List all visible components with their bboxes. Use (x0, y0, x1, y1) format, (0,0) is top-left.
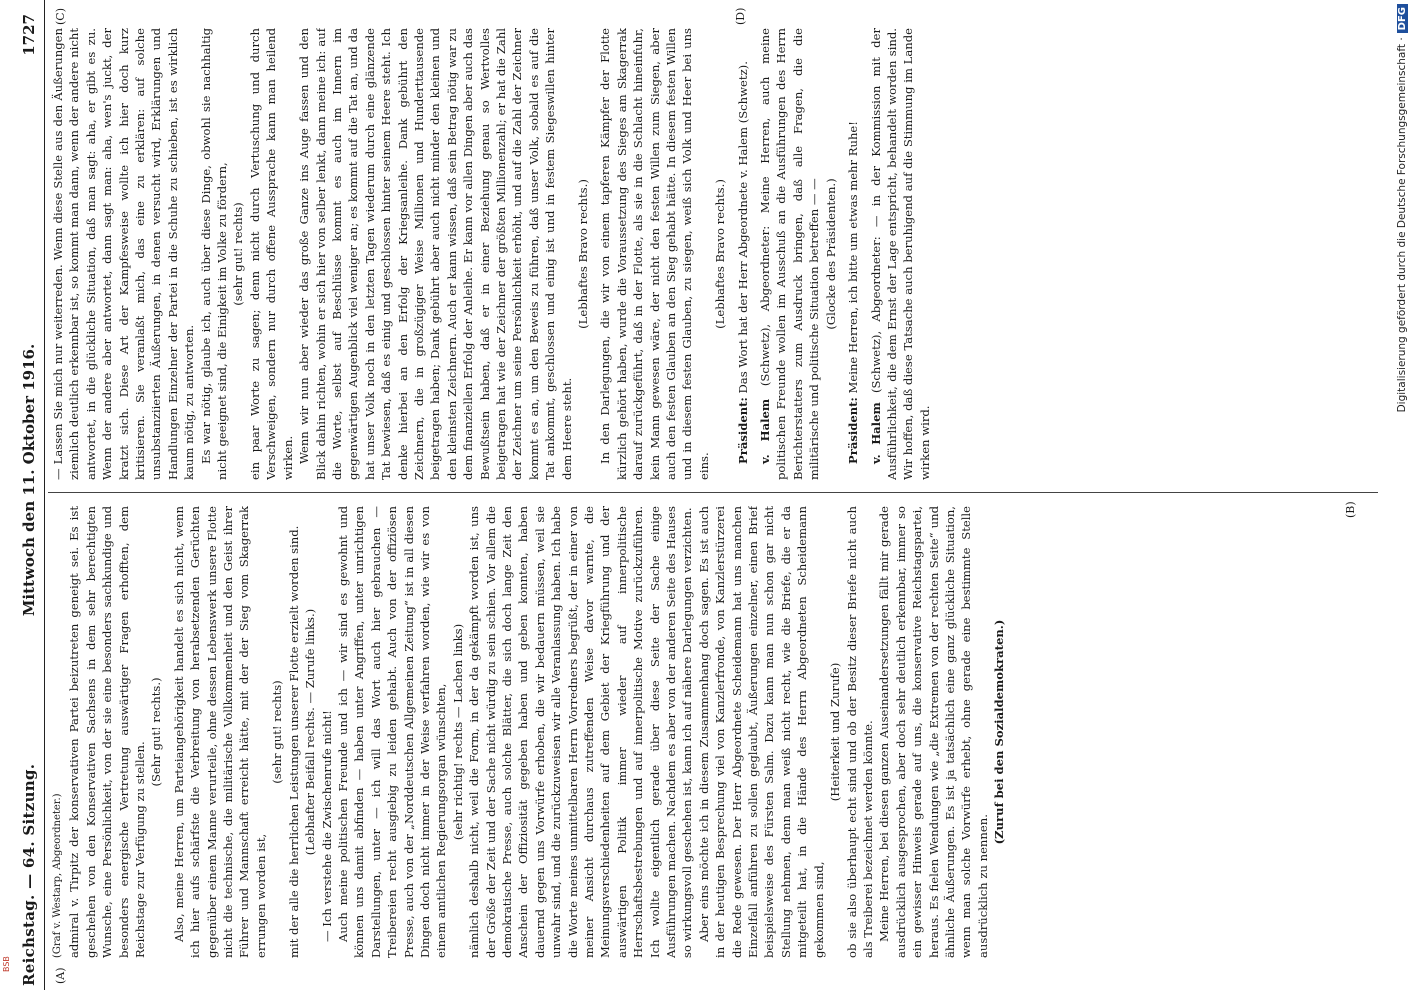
speech-halem (868, 28, 934, 480)
paragraph: — Lassen Sie mich nur weiterreden. Wenn diese Stelle aus den Äußerungen ziemlich deutlich erkennbar ist, so kommt man dann, wenn der andere nicht antwortet, in die glückliche Situation, daß man sagt: aha, er gibt es zu. Wenn der andere aber antwortet, dann sagt man: aha, wen's juckt, der kratzt sich. Diese Art der Kampfesweise wollte ich hier doch kurz kritisieren. Sie veranlaßt mich, das eine zu erklären: auf solche unsubstanziierten Äußerungen, in denen versucht wird, Erklärungen und Handlungen Einzelner der Partei in die Schuhe zu schieben, ist es wirklich kaum nötig, zu antworten. (51, 28, 197, 480)
paragraph: — Ich verstehe die Zwischenrufe nicht! (319, 710, 334, 942)
margin-marker-a: (A) (54, 967, 67, 984)
margin-marker-d: (D) (734, 7, 747, 25)
paragraph: In den Darlegungen, die wir von einem tapferen Kämpfer der Flotte kürzlich gehört haben, wurde die Voraussetzung des Sieges am Skagerrak darauf zurückgeführt, daß in der Flotte, als sie in die Schlacht hineinfuhr, kein Mann gewesen wäre, der nicht den festen Willen zum Siegen, aber auch den festen Glauben an den Sieg gehabt hätte. In diesem festen Willen und in diesem festen Glauben, zu siegen, weiß sich Volk und Heer bei uns eins. (598, 28, 711, 480)
reaction: (Lebhaftes Bravo rechts.) (576, 179, 590, 329)
left-column (50, 506, 1375, 958)
digitization-note (1392, 4, 1418, 994)
reaction: (Glocke des Präsidenten.) (823, 178, 838, 330)
header-session: Reichstag. — 64. Sitzung. (20, 763, 38, 986)
paragraph: admiral v. Tirpitz der konservativen Partei beizutreten geneigt sei. Es ist geschehen von den Konservativen Sachsens in dem sehr berechtigten Wunsche, eine Persönlichkeit, von der sie eine besonders sachkundige und besonders energische Vertretung auswärtiger Fragen erhofften, dem Reichstage zur Verfügung zu stellen. (67, 506, 148, 958)
reaction: (sehr richtig! rechts — Lachen links) (450, 623, 465, 841)
speech-president (735, 28, 751, 480)
speaker-name: v. Halem (758, 398, 773, 464)
reaction: (Heiterkeit und Zurufe) (828, 662, 843, 802)
speaker-name: v. Halem (868, 402, 883, 464)
speech-text: Das Wort hat der Herr Abgeordnete v. Halem (Schwetz). (735, 61, 750, 398)
margin-marker-c: (C) (54, 8, 67, 25)
paragraph: nämlich deshalb nicht, weil die Form, in der da gekämpft worden ist, uns der Größe der Zeit und der Sache nicht würdig zu sein schien. Vor allem die demokratische Presse, auch solche Blätter, die sich doch lange Zeit den Anschein der Offiziosität gegeben haben und geben konnten, haben dauernd gegen uns Vorwürfe erhoben, die wir bedauern müssen, weil sie unwahr sind, und die zurückzuweisen wir alle Veranlassung haben. Ich habe die Worte meines unmittelbaren Herrn Vorredners begrüßt, der in einer von meiner Ansicht durchaus zutreffenden Weise davor warnte, die Meinungsverschiedenheiten auf dem Gebiet der Kriegführung und der auswärtigen Politik immer wieder auf innerpolitische Herrschaftsbestrebungen und auf innerpolitische Motive zurückzuführen. Ich wollte eigentlich gerade über diese Seite der Sache einige Ausführungen machen. Nachdem es aber von der anderen Seite des Hauses so wirkungsvoll geschehen ist, kann ich auf nähere Darlegungen verzichten. (467, 506, 695, 958)
header-date: Mittwoch den 11. Oktober 1916. (20, 343, 38, 617)
paragraph: Wenn wir nun aber wieder das große Ganze ins Auge fassen und den Blick dahin richten, wohin er sich hier von selber lenkt, dann meine ich: auf die Worte, selbst auf Beschlüsse kommt es auch im Innern im gegenwärtigen Augenblick viel weniger an; es kommt auf die Tat an, und da hat unser Volk noch in den letzten Tagen wiederum durch eine glänzende Tat bewiesen, daß es einig und geschlossen hinter seinem Heere steht. Ich denke hierbei an den Erfolg der Kriegsanleihe. Dank gebührt den Zeichnern, die in großzügiger Weise Millionen und Hunderttausende beigetragen haben; Dank gebührt aber auch nicht minder den kleinen und den kleinsten Zeichnern. Auch er kann wissen, daß sein Betrag nötig war zu dem finanziellen Erfolg der Anleihe. Er kann vor allen Dingen aber auch das Bewußtsein haben, daß er in einer Beziehung genau so Wertvolles beigetragen hat wie der Zeichner der größten Millionenzahl; er hat die Zahl der Zeichner um seine Persönlichkeit erhöht, und auf die Zahl der Zeichner kommt es an, um den Beweis zu führen, daß unser Volk, sobald es auf die Tat ankommt, geschlossen und einig ist und in festem Siegeswillen hinter dem Heere steht. (297, 28, 574, 480)
column-divider (48, 492, 1378, 493)
paragraph: mit der alle die herrlichen Leistungen unserer Flotte erzielt worden sind. (286, 525, 301, 958)
reaction: (Lebhaftes Bravo rechts.) (713, 179, 728, 329)
library-mark: BSB (2, 956, 11, 972)
speech-president (845, 28, 861, 480)
digitization-text: Digitalisierung gefördert durch die Deutsche Forschungsgemeinschaft · (1396, 37, 1408, 413)
paragraph: Also, meine Herren, um Parteiangehörigkeit handelt es sich nicht, wenn ich hier aufs schärfste die Verbreitung von herabsetzenden Gerüchten gegenüber einem Manne verurteile, ohne dessen Lebenswerk unsere Flotte nicht die technische, die militärische Vollkommenheit und den Geist ihrer Führer und Mannschaft erreicht hätte, mit der der Sieg vom Skagerrak errungen worden ist, (171, 506, 268, 958)
speech-text: (Schwetz), Abgeordneter: Meine Herren, auch meine politischen Freunde wollen im Ausschuß an die Ausführungen des Herrn Berichterstatters zum Ausdruck bringen, daß alle Fragen, die die militärische und politische Situation betreffen — — (758, 28, 822, 480)
dfg-logo: DFG (1397, 4, 1408, 33)
speech-text: Meine Herren, ich bitte um etwas mehr Ruhe! (846, 121, 861, 398)
page-header (14, 0, 44, 990)
reaction: (sehr gut! rechts) (231, 202, 246, 306)
paragraph: Es war nötig, glaube ich, auch über diese Dinge, obwohl sie nachhaltig nicht geeignet sind, die Einigkeit im Volke zu fördern, (198, 28, 230, 480)
paragraph: ob sie also überhaupt echt sind und ob der Besitz dieser Briefe nicht auch als Treiberei bezeichnet werden könnte. (844, 506, 875, 958)
paragraph: Aber eins möchte ich in diesem Zusammenhang doch sagen. Es ist auch in der heutigen Besprechung viel von Kanzlerfronde, von Kanzlerstürzerei die Rede gewesen. Der Herr Abgeordnete Scheidemann hat uns manchen Einzelfall anführen zu sollen geglaubt, Äußerungen einzelner, einen Brief beispielsweise des Fürsten Salm. Dazu kann man nun schon gar nicht Stellung nehmen, denn man weiß nicht recht, wie die Briefe, die er da mitgeteilt hat, in die Hände des Herrn Abgeordneten Scheidemann gekommen sind, (696, 506, 826, 958)
reaction: (Zuruf bei den Sozialdemokraten.) (992, 619, 1007, 845)
reaction: (sehr gut! rechts) (270, 680, 285, 784)
speech-text: (Schwetz), Abgeordneter: — in der Kommission mit der Ausführlichkeit, die dem Ernst der Lage entspricht, behandelt worden sind. Wir hoffen, daß diese Tatsache auch beruhigend auf die Stimmung im Lande wirken wird. (868, 28, 932, 480)
paragraph: Meine Herren, bei diesen ganzen Auseinandersetzungen fällt mir gerade ausdrücklich ausgesprochen, aber doch sehr deutlich erkennbar, immer so ein gewisser Hinweis gerade auf uns, die konservative Reichstagspartei, heraus. Es fielen Wendungen wie „die Extremen von der rechten Seite“ und ähnliche Äußerungen. Es ist ja tatsächlich eine ganz glückliche Situation, wenn man solche Vorwürfe erhebt, ohne gerade eine bestimmte Stelle ausdrücklich zu nennen. (877, 506, 990, 958)
reaction: (Sehr gut! rechts.) (149, 677, 164, 787)
paragraph: ein paar Worte zu sagen; denn nicht durch Vertuschung und durch Verschweigen, sondern nur durch offene Aussprache kann man heilend wirken. (247, 28, 295, 480)
margin-marker-b: (B) (1344, 501, 1357, 518)
header-rule (44, 0, 45, 990)
speaker-name: Präsident: (735, 397, 750, 464)
reaction: (Lebhafter Beifall rechts. — Zurufe links.) (303, 608, 318, 856)
speaker-name: Präsident: (846, 397, 861, 464)
right-column (50, 28, 1375, 480)
paragraph: Auch meine politischen Freunde und ich — wir sind es gewohnt und können uns damit abfinden — haben unter Angriffen, unter unrichtigen Darstellungen, unter — ich will das Wort auch hier gebrauchen — Treibereien recht ausgiebig zu leiden gehabt. Auch von der offiziösen Presse, auch von der „Norddeutschen Allgemeinen Zeitung“ ist in all diesen Dingen doch nicht immer in der Weise verfahren worden, wie wir es von einem amtlichen Regierungsorgan wünschten, (335, 506, 449, 958)
speech-halem (757, 28, 823, 480)
newspaper-page (14, 0, 1394, 990)
speaker-heading: (Graf v. Westarp, Abgeordneter.) (52, 793, 63, 958)
page-number: 1727 (20, 14, 38, 56)
